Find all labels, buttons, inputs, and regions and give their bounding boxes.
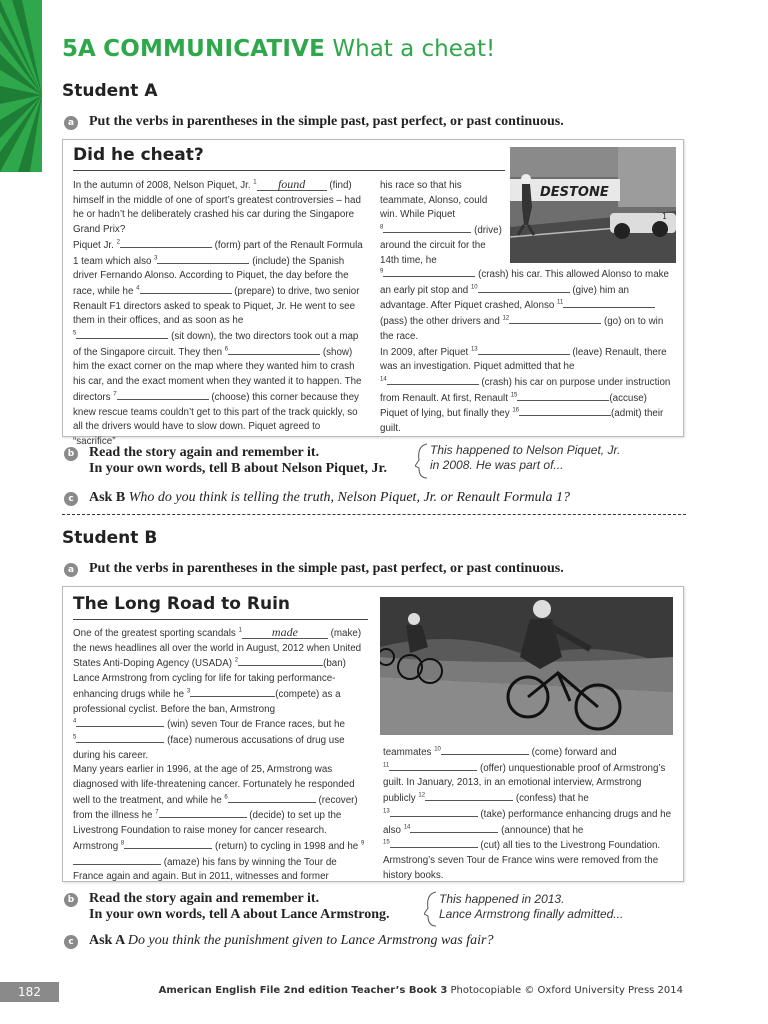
blank-4[interactable] <box>140 284 232 294</box>
decorative-burst <box>0 0 42 172</box>
task-b-instruction: Read the story again and remember it. In your own words, tell B about Nelson Piquet, Jr. <box>89 445 387 476</box>
blank-12[interactable] <box>509 314 601 324</box>
blank-2[interactable] <box>120 238 212 248</box>
blank-10[interactable] <box>441 745 529 755</box>
title-rule <box>73 170 505 171</box>
task-c-instruction: Ask A Do you think the punishment given to Lance Armstrong was fair? <box>89 933 494 948</box>
story-a-right-column-bottom: $^9$ (crash) his car. This allowed Alonso to make an early pit stop and $^{10}$ (give) him an advantage. After Piquet crashed, Alonso $^{11}$ (pass) the other drivers and $^{12}$ (go) on to win the race. In 2009, after Piquet $^{13}$ (leave) Renault, there was an investigation. Piquet admitted that he $^{14}$ (crash) his car on purpose under instruction from Renault. At first, Renault $^{15}$ (accuse) Piquet of lying, but finally they $^{16}$ (admit) their guilt. <box>380 268 671 435</box>
blank-5[interactable] <box>76 733 164 743</box>
blank-10[interactable] <box>478 283 570 293</box>
task-a-marker: a <box>64 563 78 577</box>
blank-7[interactable] <box>117 390 209 400</box>
student-b-heading: Student B <box>62 528 158 548</box>
blank-8[interactable] <box>124 839 212 849</box>
task-a-instruction: Put the verbs in parentheses in the simple past, past perfect, or past continuous. <box>89 114 564 129</box>
blank-12[interactable] <box>425 791 513 801</box>
blank-9[interactable] <box>73 855 161 865</box>
task-c-marker: c <box>64 935 78 949</box>
blank-6[interactable] <box>228 793 316 803</box>
task-b-instruction: Read the story again and remember it. In your own words, tell A about Lance Armstrong. <box>89 891 390 922</box>
speech-bubble-b: This happened in 2013. Lance Armstrong finally admitted... <box>439 892 624 921</box>
blank-13[interactable] <box>390 807 478 817</box>
page-title <box>62 36 495 62</box>
sign-text: DESTONE <box>540 185 609 200</box>
blank-7[interactable] <box>159 808 247 818</box>
blank-14[interactable] <box>387 375 479 385</box>
lesson-subtitle: What a cheat! <box>332 36 496 62</box>
task-b-marker: b <box>64 893 78 907</box>
student-a-heading: Student A <box>62 81 158 101</box>
blank-13[interactable] <box>478 345 570 355</box>
blank-6[interactable] <box>228 345 320 355</box>
cut-line <box>62 514 686 515</box>
blank-9[interactable] <box>383 267 475 277</box>
lesson-kind: COMMUNICATIVE <box>103 36 326 62</box>
blank-3[interactable] <box>190 687 275 697</box>
story-title-b: The Long Road to Ruin <box>73 594 291 614</box>
story-b-right-column: teammates $^{10}$ (come) forward and $^{11}$ (offer) unquestionable proof of Armstrong’s guilt. In January, 2013, in an emotional interview, Armstrong publicly $^{12}$ (confess) that he $^{13}$ (take) performance enhancing drugs and he also $^{14}$ (announce) that he $^{15}$ (cut) all ties to the Livestrong Foundation. Armstrong’s seven Tour de France wins were removed from the history books. <box>383 746 672 881</box>
speech-bubble-bracket <box>415 442 429 480</box>
task-c-instruction: Ask B Who do you think is telling the truth, Nelson Piquet, Jr. or Renault Formula 1? <box>89 490 571 505</box>
blank-14[interactable] <box>410 823 498 833</box>
answer-1: found <box>257 179 327 191</box>
blank-3[interactable] <box>157 254 249 264</box>
page-number: 182 <box>0 982 59 1002</box>
car-number: 1 <box>662 212 668 221</box>
blank-11[interactable] <box>563 298 655 308</box>
blank-11[interactable] <box>389 761 477 771</box>
speech-bubble-a: This happened to Nelson Piquet, Jr. in 2008. He was part of... <box>430 443 621 472</box>
task-a-instruction: Put the verbs in parentheses in the simple past, past perfect, or past continuous. <box>89 561 564 576</box>
task-a-marker: a <box>64 116 78 130</box>
blank-2[interactable] <box>238 656 323 666</box>
story-b-left-column: One of the greatest sporting scandals $^1$ made (make) the news headlines all over the world in August, 2012 when United States Anti-Doping Agency (USADA) $^2$ (ban) Lance Armstrong from cycling for life for taking performance-enhancing drugs while he $^3$ (compete) as a professional cyclist. Before the ban, Armstrong $^4$ (win) seven Tour de France races, but he $^5$ (face) numerous accusations of drug use during his career. Many years earlier in 1996, at the age of 25, Armstrong was diagnosed with life-threatening cancer. Fortunately he responded well to the treatment, and while he $^6$ (recover) from the illness he $^7$ (decide) to set up the Livestrong Foundation to raise money for cancer research. Armstrong $^8$ (return) to cycling in 1998 and he $^9$ (amaze) his fans by winning the Tour de France again and again. But in 2011, witnesses and former <box>73 625 365 883</box>
blank-8[interactable] <box>383 223 471 233</box>
title-rule <box>73 619 368 620</box>
answer-1: made <box>242 627 328 639</box>
blank-15[interactable] <box>517 391 609 401</box>
blank-16[interactable] <box>519 406 611 416</box>
speech-bubble-bracket <box>424 890 438 928</box>
cyclist-photo <box>380 597 673 735</box>
task-c-marker: c <box>64 492 78 506</box>
blank-4[interactable] <box>76 717 164 727</box>
lesson-code: 5A <box>62 36 96 62</box>
story-title-a: Did he cheat? <box>73 145 204 165</box>
story-a-left-column: In the autumn of 2008, Nelson Piquet, Jr. $^1$ found (find) himself in the middle of one of sport’s greatest controversies – had he or hadn’t he deliberately crashed his car during the Singapore Grand Prix? Piquet Jr. $^2$ (form) part of the Renault Formula 1 team which also $^3$ (include) the Spanish driver Fernando Alonso. According to Piquet, the day before the race, while he $^4$ (prepare) to drive, two senior Renault F1 directors asked to speak to Piquet, Jr. He went to see them in their offices, and as soon as he $^5$ (sit down), the two directors took out a map of the Singapore circuit. They then $^6$ (show) him the exact corner on the map where they wanted him to crash his car, and the exact moment when they wanted it to happen. The directors $^7$ (choose) this corner because they knew rescue teams couldn’t get to this part of the track quickly, so all the drivers would have to slow down. Piquet agreed to “sacrifice” <box>73 177 363 447</box>
task-b-marker: b <box>64 447 78 461</box>
story-a-right-column-top: his race so that his teammate, Alonso, could win. While Piquet $^8$ (drive) around the circuit for the 14th time, he <box>380 180 502 266</box>
race-car-photo <box>510 147 676 263</box>
blank-5[interactable] <box>76 329 168 339</box>
blank-15[interactable] <box>390 838 478 848</box>
footer-credit: American English File 2nd edition Teacher’s Book 3 Photocopiable © Oxford University Press 2014 <box>158 985 683 996</box>
